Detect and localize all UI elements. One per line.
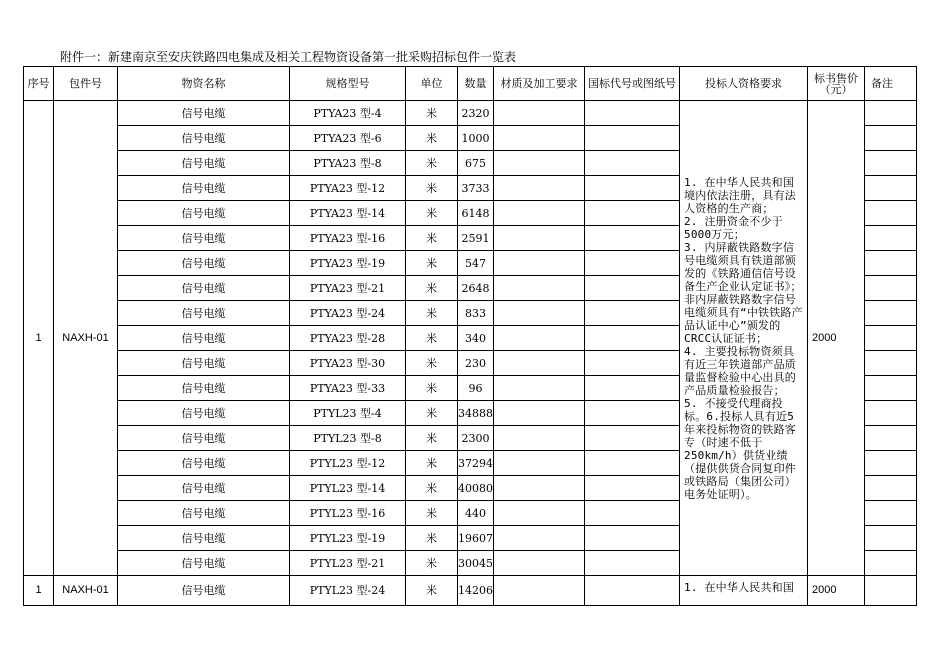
material-cell: 信号电缆 — [118, 526, 290, 551]
spec-cell: PTYA23 型-16 — [290, 226, 406, 251]
spec-cell: PTYA23 型-21 — [290, 276, 406, 301]
spec-cell: PTYA23 型-33 — [290, 376, 406, 401]
header-unit: 单位 — [406, 67, 458, 101]
remarks-cell — [865, 576, 917, 606]
processing-cell — [494, 126, 585, 151]
material-cell: 信号电缆 — [118, 126, 290, 151]
processing-cell — [494, 101, 585, 126]
unit-cell: 米 — [406, 251, 458, 276]
quantity-cell: 30045 — [458, 551, 494, 576]
processing-cell — [494, 301, 585, 326]
remarks-cell — [865, 226, 917, 251]
spec-cell: PTYA23 型-6 — [290, 126, 406, 151]
material-cell: 信号电缆 — [118, 276, 290, 301]
remarks-cell — [865, 501, 917, 526]
spec-cell: PTYL23 型-12 — [290, 451, 406, 476]
remarks-cell — [865, 101, 917, 126]
remarks-cell — [865, 126, 917, 151]
package-cell: NAXH-01 — [54, 101, 118, 576]
unit-cell: 米 — [406, 451, 458, 476]
spec-cell: PTYL23 型-24 — [290, 576, 406, 606]
processing-cell — [494, 276, 585, 301]
quantity-cell: 3733 — [458, 176, 494, 201]
remarks-cell — [865, 176, 917, 201]
remarks-cell — [865, 151, 917, 176]
material-cell: 信号电缆 — [118, 201, 290, 226]
spec-cell: PTYA23 型-4 — [290, 101, 406, 126]
quantity-cell: 2648 — [458, 276, 494, 301]
quantity-cell: 230 — [458, 351, 494, 376]
standard-cell — [585, 101, 680, 126]
standard-cell — [585, 526, 680, 551]
unit-cell: 米 — [406, 526, 458, 551]
unit-cell: 米 — [406, 151, 458, 176]
standard-cell — [585, 276, 680, 301]
seq-cell: 1 — [24, 576, 54, 606]
processing-cell — [494, 326, 585, 351]
processing-cell — [494, 251, 585, 276]
quantity-cell: 96 — [458, 376, 494, 401]
document-title: 附件一：新建南京至安庆铁路四电集成及相关工程物资设备第一批采购招标包件一览表 — [60, 50, 517, 64]
spec-cell: PTYL23 型-4 — [290, 401, 406, 426]
material-cell: 信号电缆 — [118, 101, 290, 126]
unit-cell: 米 — [406, 101, 458, 126]
material-cell: 信号电缆 — [118, 251, 290, 276]
header-material: 物资名称 — [118, 67, 290, 101]
spec-cell: PTYL23 型-16 — [290, 501, 406, 526]
standard-cell — [585, 351, 680, 376]
unit-cell: 米 — [406, 276, 458, 301]
standard-cell — [585, 176, 680, 201]
quantity-cell: 340 — [458, 326, 494, 351]
processing-cell — [494, 501, 585, 526]
quantity-cell: 37294 — [458, 451, 494, 476]
unit-cell: 米 — [406, 551, 458, 576]
quantity-cell: 19607 — [458, 526, 494, 551]
header-spec: 规格型号 — [290, 67, 406, 101]
material-cell: 信号电缆 — [118, 426, 290, 451]
processing-cell — [494, 151, 585, 176]
standard-cell — [585, 201, 680, 226]
table-row — [24, 101, 917, 126]
quantity-cell: 547 — [458, 251, 494, 276]
quantity-cell: 2300 — [458, 426, 494, 451]
spec-cell: PTYA23 型-28 — [290, 326, 406, 351]
header-seq: 序号 — [24, 67, 54, 101]
quantity-cell: 14206 — [458, 576, 494, 606]
processing-cell — [494, 526, 585, 551]
spec-cell: PTYA23 型-8 — [290, 151, 406, 176]
quantity-cell: 40080 — [458, 476, 494, 501]
spec-cell: PTYA23 型-24 — [290, 301, 406, 326]
material-cell: 信号电缆 — [118, 501, 290, 526]
processing-cell — [494, 451, 585, 476]
quantity-cell: 1000 — [458, 126, 494, 151]
processing-cell — [494, 401, 585, 426]
material-cell: 信号电缆 — [118, 576, 290, 606]
remarks-cell — [865, 426, 917, 451]
standard-cell — [585, 126, 680, 151]
spec-cell: PTYA23 型-12 — [290, 176, 406, 201]
unit-cell: 米 — [406, 176, 458, 201]
processing-cell — [494, 576, 585, 606]
spec-cell: PTYL23 型-8 — [290, 426, 406, 451]
spec-cell: PTYA23 型-14 — [290, 201, 406, 226]
unit-cell: 米 — [406, 201, 458, 226]
standard-cell — [585, 226, 680, 251]
unit-cell: 米 — [406, 476, 458, 501]
qualification-line: 5. 不接受代理商投标。6.投标人具有近5年来投标物资的铁路客专（时速不低于250km/h）供货业绩（提供供货合同复印件或铁路局（集团公司）电务处证明）。 — [684, 396, 796, 501]
table-row — [24, 576, 917, 606]
unit-cell: 米 — [406, 301, 458, 326]
header-quantity: 数量 — [458, 67, 494, 101]
standard-cell — [585, 401, 680, 426]
remarks-cell — [865, 451, 917, 476]
processing-cell — [494, 226, 585, 251]
processing-cell — [494, 476, 585, 501]
unit-cell: 米 — [406, 426, 458, 451]
processing-cell — [494, 426, 585, 451]
unit-cell: 米 — [406, 326, 458, 351]
standard-cell — [585, 301, 680, 326]
material-cell: 信号电缆 — [118, 351, 290, 376]
material-cell: 信号电缆 — [118, 551, 290, 576]
material-cell: 信号电缆 — [118, 326, 290, 351]
spec-cell: PTYL23 型-19 — [290, 526, 406, 551]
header-package: 包件号 — [54, 67, 118, 101]
material-cell: 信号电缆 — [118, 301, 290, 326]
unit-cell: 米 — [406, 401, 458, 426]
header-qualification: 投标人资格要求 — [680, 67, 808, 101]
material-cell: 信号电缆 — [118, 476, 290, 501]
seq-cell: 1 — [24, 101, 54, 576]
price-cell: 2000 — [808, 101, 865, 576]
spec-cell: PTYA23 型-19 — [290, 251, 406, 276]
qualification-line: 1. 在中华人民共和国 — [684, 581, 795, 594]
remarks-cell — [865, 551, 917, 576]
qualification-line: 1. 在中华人民共和国境内依法注册，具有法人资格的生产商； — [684, 175, 796, 215]
remarks-cell — [865, 351, 917, 376]
remarks-cell — [865, 526, 917, 551]
price-cell: 2000 — [808, 576, 865, 606]
material-cell: 信号电缆 — [118, 176, 290, 201]
package-cell: NAXH-01 — [54, 576, 118, 606]
standard-cell — [585, 376, 680, 401]
header-row — [24, 67, 917, 101]
material-cell: 信号电缆 — [118, 401, 290, 426]
remarks-cell — [865, 251, 917, 276]
header-price: 标书售价（元） — [808, 67, 865, 101]
material-cell: 信号电缆 — [118, 451, 290, 476]
standard-cell — [585, 326, 680, 351]
unit-cell: 米 — [406, 226, 458, 251]
processing-cell — [494, 551, 585, 576]
remarks-cell — [865, 301, 917, 326]
remarks-cell — [865, 401, 917, 426]
standard-cell — [585, 426, 680, 451]
header-remarks: 备注 — [865, 67, 917, 101]
unit-cell: 米 — [406, 351, 458, 376]
unit-cell: 米 — [406, 376, 458, 401]
quantity-cell: 833 — [458, 301, 494, 326]
quantity-cell: 2591 — [458, 226, 494, 251]
qualification-cell — [680, 101, 808, 576]
unit-cell: 米 — [406, 126, 458, 151]
spec-cell: PTYL23 型-21 — [290, 551, 406, 576]
qualification-line: 3. 内屏蔽铁路数字信号电缆须具有铁道部颁发的《铁路通信信号设备生产企业认定证书》；非内屏蔽铁路数字信号电缆须具有“中铁铁路产品认证中心”颁发的CRCC认证证书； — [684, 240, 803, 345]
header-standard: 国标代号或图纸号 — [585, 67, 680, 101]
spec-cell: PTYA23 型-30 — [290, 351, 406, 376]
qualification-line: 2. 注册资金不少于5000万元； — [684, 214, 783, 241]
remarks-cell — [865, 476, 917, 501]
quantity-cell: 2320 — [458, 101, 494, 126]
quantity-cell: 440 — [458, 501, 494, 526]
processing-cell — [494, 176, 585, 201]
processing-cell — [494, 351, 585, 376]
standard-cell — [585, 151, 680, 176]
remarks-cell — [865, 376, 917, 401]
quantity-cell: 34888 — [458, 401, 494, 426]
standard-cell — [585, 251, 680, 276]
unit-cell: 米 — [406, 501, 458, 526]
standard-cell — [585, 501, 680, 526]
material-cell: 信号电缆 — [118, 151, 290, 176]
quantity-cell: 675 — [458, 151, 494, 176]
standard-cell — [585, 551, 680, 576]
standard-cell — [585, 576, 680, 606]
remarks-cell — [865, 276, 917, 301]
remarks-cell — [865, 326, 917, 351]
material-cell: 信号电缆 — [118, 226, 290, 251]
qualification-cell — [680, 576, 808, 606]
standard-cell — [585, 451, 680, 476]
standard-cell — [585, 476, 680, 501]
header-processing: 材质及加工要求 — [494, 67, 585, 101]
processing-cell — [494, 376, 585, 401]
spec-cell: PTYL23 型-14 — [290, 476, 406, 501]
procurement-table — [23, 66, 917, 606]
qualification-line: 4. 主要投标物资须具有近三年铁道部产品质量监督检验中心出具的产品质量检验报告； — [684, 344, 796, 397]
remarks-cell — [865, 201, 917, 226]
quantity-cell: 6148 — [458, 201, 494, 226]
processing-cell — [494, 201, 585, 226]
material-cell: 信号电缆 — [118, 376, 290, 401]
unit-cell: 米 — [406, 576, 458, 606]
